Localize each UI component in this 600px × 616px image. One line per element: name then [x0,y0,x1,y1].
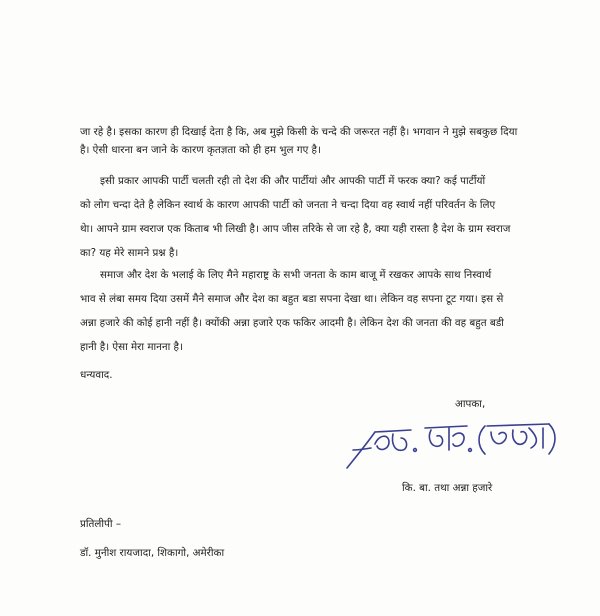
paragraph-3 [80,263,532,359]
paragraph-line: को लोग चन्दा देते है लेकिन स्वार्थ के कारण आपकी पार्टी को जनता ने चन्दा दिया वह स्वार्थ नहीं परिवर्तन के लिए [80,199,496,211]
paragraph-line: समाज और देश के भलाई के लिए मैने महाराष्ट्र के सभी जनता के काम बाजू में रखकर आपके साथ निस्वार्थ [100,269,492,281]
sender-name: कि. बा. तथा अन्ना हजारे [402,482,493,494]
paragraph-2 [80,169,532,265]
paragraph-line: भाव से लंबा समय दिया उसमें मैने समाज और देश का बहुत बडा सपना देखा था। लेकिन वह सपना टूट गया। इस से [80,293,504,305]
cc-recipient: डॉ. मुनीश रायजादा, शिकागो, अमेरीका [80,547,225,559]
cc-label: प्रतिलीपी – [80,518,121,530]
paragraph-line: थेा। आपने ग्राम स्वराज एक किताब भी लिखी है। आप जीस तरिके से जा रहे है, क्या यही रास्ता है देश के ग्राम स्वराज [80,223,511,235]
paragraph-line: इसी प्रकार आपकी पार्टी चलती रही तो देश की और पार्टीयां और आपकी पार्टी में फरक क्या? कई पार्टीयों [100,175,486,187]
closing-thanks: धन्यवाद. [80,369,113,381]
paragraph-line: जा रहे है। इसका कारण ही दिखाई देता है कि, अब मुझे किसी के चन्दे की जरूरत नहीं है। भगवान ने मुझे सबकुछ दिया [80,126,518,138]
paragraph-line: हानी है। ऐसा मेरा मानना है। [80,341,183,353]
paragraph-line: है। ऐसी धारना बन जाने के कारण कृतज्ञता को ही हम भुल गए है। [80,144,321,156]
paragraph-1 [80,120,532,162]
handwritten-signature [345,420,580,475]
closing-yours: आपका, [455,398,486,410]
paragraph-line: अन्ना हजारे की कोई हानी नहीं है। क्योंकी अन्ना हजारे एक फकिर आदमी है। लेकिन देश की जनता की वह बहुत बडी [80,317,504,329]
paragraph-line: का? यह मेरे सामने प्रश्न है। [80,247,179,259]
